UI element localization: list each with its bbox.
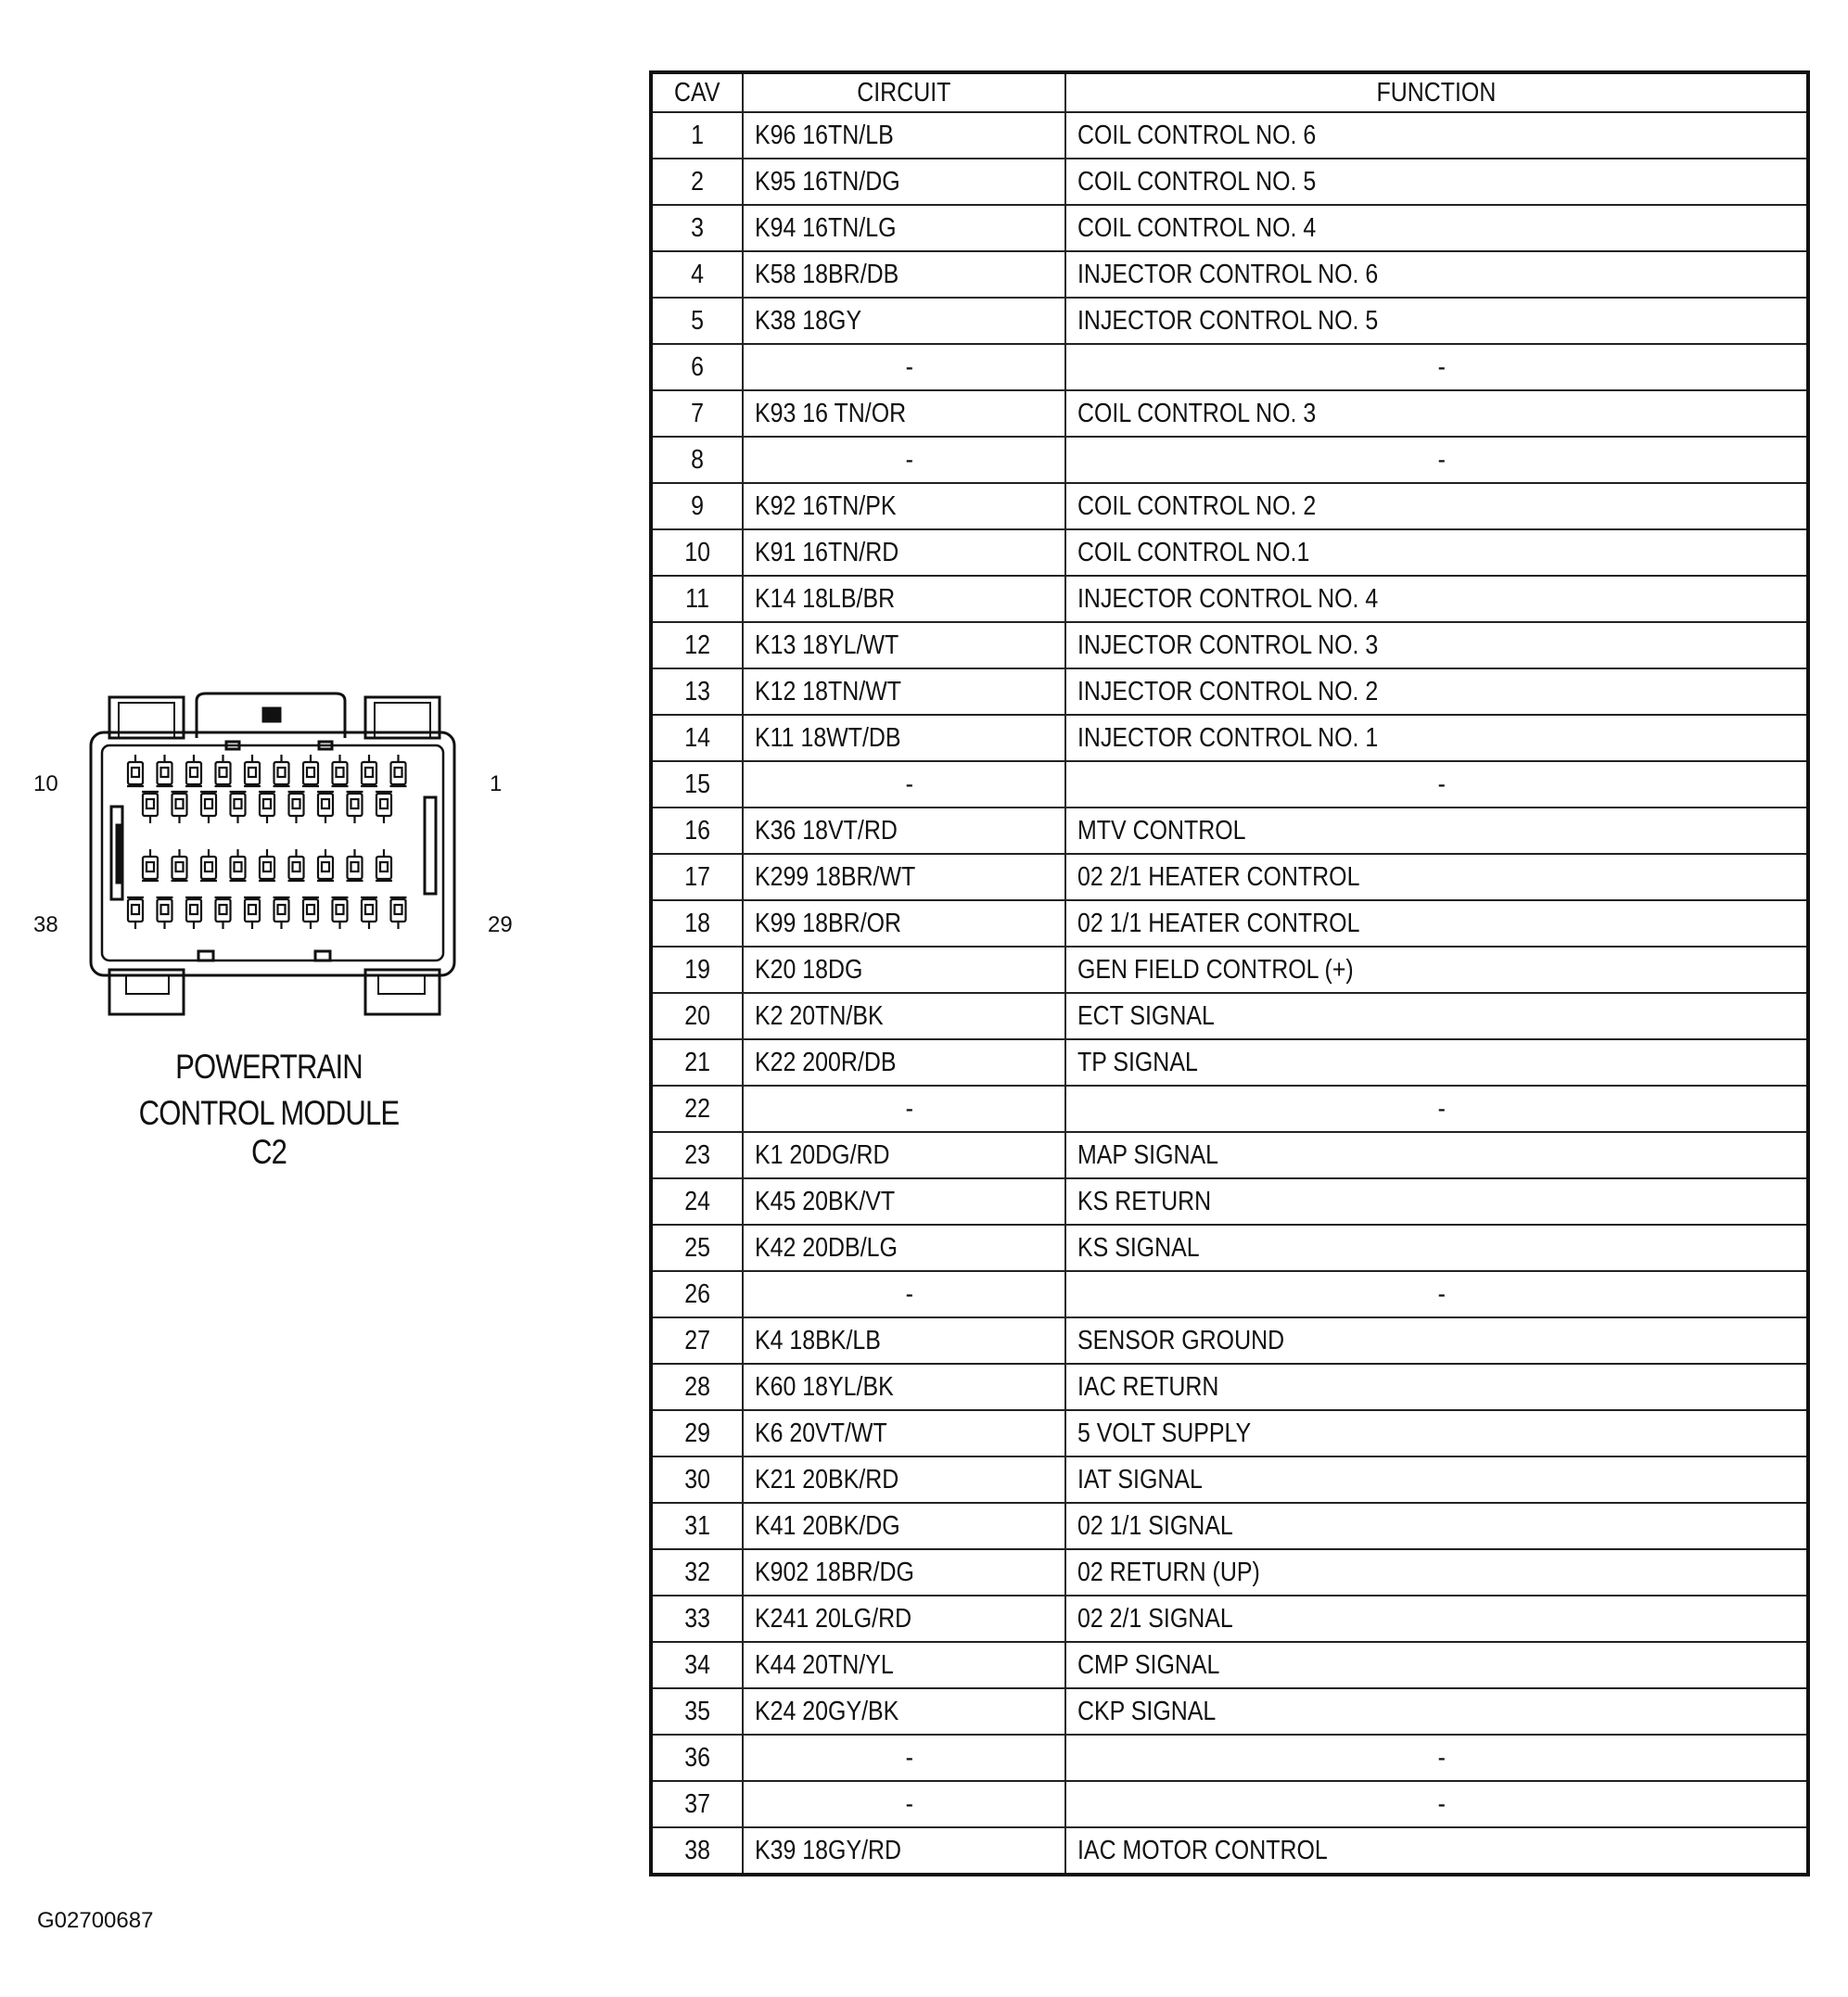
function-cell: IAC MOTOR CONTROL (1065, 1827, 1808, 1875)
cavity-terminal (274, 899, 289, 922)
cavity-terminal (391, 899, 406, 922)
cav-cell: 20 (651, 993, 743, 1039)
cav-cell: 11 (651, 576, 743, 622)
cavity-terminal (303, 762, 318, 784)
circuit-cell: K24 20GY/BK (743, 1688, 1065, 1735)
table-row (651, 1549, 1808, 1596)
function-cell: 02 RETURN (UP) (1065, 1549, 1808, 1596)
cavity-terminal (376, 857, 391, 879)
circuit-cell: - (743, 761, 1065, 808)
function-cell: INJECTOR CONTROL NO. 6 (1065, 251, 1808, 298)
table-row (651, 1317, 1808, 1364)
cavity-terminal (260, 794, 274, 816)
table-row (651, 1039, 1808, 1086)
circuit-cell: K99 18BR/OR (743, 900, 1065, 947)
circuit-cell: - (743, 1781, 1065, 1827)
cav-cell: 29 (651, 1410, 743, 1456)
cavity-terminal (186, 762, 201, 784)
function-cell: - (1065, 1086, 1808, 1132)
table-row (651, 112, 1808, 159)
cavity-terminal (303, 899, 318, 922)
function-cell: TP SIGNAL (1065, 1039, 1808, 1086)
function-cell: 02 2/1 SIGNAL (1065, 1596, 1808, 1642)
cavity-terminal (245, 899, 260, 922)
table-row (651, 437, 1808, 483)
function-cell: - (1065, 437, 1808, 483)
cavity-terminal (362, 762, 376, 784)
circuit-cell: K42 20DB/LG (743, 1225, 1065, 1271)
cavity-terminal (143, 794, 158, 816)
function-cell: CKP SIGNAL (1065, 1688, 1808, 1735)
function-cell: COIL CONTROL NO. 4 (1065, 205, 1808, 251)
cavity-terminal (333, 762, 348, 784)
cav-cell: 8 (651, 437, 743, 483)
connector-caption-line2: CONTROL MODULE C2 (138, 1094, 400, 1171)
cavity-terminal (186, 899, 201, 922)
cavity-terminal (289, 857, 304, 879)
cavity-terminal (172, 794, 187, 816)
cavity-terminal (348, 794, 363, 816)
circuit-cell: K4 18BK/LB (743, 1317, 1065, 1364)
function-cell: 02 1/1 SIGNAL (1065, 1503, 1808, 1549)
cav-cell: 5 (651, 298, 743, 344)
circuit-cell: K902 18BR/DG (743, 1549, 1065, 1596)
cav-cell: 21 (651, 1039, 743, 1086)
pin-label-bottom-left: 38 (33, 912, 58, 937)
function-cell: 02 1/1 HEATER CONTROL (1065, 900, 1808, 947)
cavity-terminal (348, 857, 363, 879)
table-row (651, 529, 1808, 576)
cavity-terminal (289, 794, 304, 816)
circuit-cell: - (743, 1271, 1065, 1317)
circuit-cell: K36 18VT/RD (743, 808, 1065, 854)
circuit-cell: - (743, 1735, 1065, 1781)
function-cell: COIL CONTROL NO. 5 (1065, 159, 1808, 205)
header-circuit: CIRCUIT (743, 72, 1065, 112)
cav-cell: 12 (651, 622, 743, 668)
circuit-cell: K241 20LG/RD (743, 1596, 1065, 1642)
function-cell: ECT SIGNAL (1065, 993, 1808, 1039)
table-row (651, 1364, 1808, 1410)
table-row (651, 483, 1808, 529)
cavity-terminal (376, 794, 391, 816)
circuit-cell: K2 20TN/BK (743, 993, 1065, 1039)
cav-cell: 35 (651, 1688, 743, 1735)
table-row (651, 761, 1808, 808)
cavity-terminal (245, 762, 260, 784)
cavity-terminal (333, 899, 348, 922)
table-header-row (651, 72, 1808, 112)
table-row (651, 1178, 1808, 1225)
function-cell: - (1065, 1271, 1808, 1317)
cavity-terminal (231, 794, 246, 816)
cav-cell: 13 (651, 668, 743, 715)
function-cell: 5 VOLT SUPPLY (1065, 1410, 1808, 1456)
table-row (651, 900, 1808, 947)
cavity-terminal (216, 899, 231, 922)
table-row (651, 1735, 1808, 1781)
circuit-cell: K6 20VT/WT (743, 1410, 1065, 1456)
cavity-terminal (216, 762, 231, 784)
cav-cell: 3 (651, 205, 743, 251)
cavity-terminal (128, 762, 143, 784)
circuit-cell: K299 18BR/WT (743, 854, 1065, 900)
cav-cell: 24 (651, 1178, 743, 1225)
function-cell: - (1065, 344, 1808, 390)
function-cell: KS SIGNAL (1065, 1225, 1808, 1271)
cav-cell: 4 (651, 251, 743, 298)
cav-cell: 33 (651, 1596, 743, 1642)
table-row (651, 298, 1808, 344)
cav-cell: 27 (651, 1317, 743, 1364)
table-row (651, 1132, 1808, 1178)
circuit-cell: K12 18TN/WT (743, 668, 1065, 715)
circuit-cell: K58 18BR/DB (743, 251, 1065, 298)
cavity-terminal (318, 857, 333, 879)
figure-id: G02700687 (37, 1908, 154, 1933)
cav-cell: 25 (651, 1225, 743, 1271)
circuit-cell: K38 18GY (743, 298, 1065, 344)
circuit-cell: K45 20BK/VT (743, 1178, 1065, 1225)
function-cell: KS RETURN (1065, 1178, 1808, 1225)
table-row (651, 1642, 1808, 1688)
table-row (651, 1271, 1808, 1317)
function-cell: INJECTOR CONTROL NO. 2 (1065, 668, 1808, 715)
cavity-terminal (391, 762, 406, 784)
cavity-terminal (231, 857, 246, 879)
circuit-cell: K95 16TN/DG (743, 159, 1065, 205)
table-row (651, 1225, 1808, 1271)
table-row (651, 1596, 1808, 1642)
cav-cell: 31 (651, 1503, 743, 1549)
connector-housing (91, 732, 454, 975)
cav-cell: 30 (651, 1456, 743, 1503)
table-row (651, 854, 1808, 900)
function-cell: - (1065, 1735, 1808, 1781)
cav-cell: 14 (651, 715, 743, 761)
function-cell: COIL CONTROL NO. 6 (1065, 112, 1808, 159)
cav-cell: 17 (651, 854, 743, 900)
cav-cell: 16 (651, 808, 743, 854)
cav-cell: 7 (651, 390, 743, 437)
cav-cell: 1 (651, 112, 743, 159)
circuit-cell: - (743, 344, 1065, 390)
table-row (651, 1688, 1808, 1735)
circuit-cell: K13 18YL/WT (743, 622, 1065, 668)
pin-label-top-right: 1 (490, 771, 503, 796)
function-cell: GEN FIELD CONTROL (+) (1065, 947, 1808, 993)
cavity-terminal (260, 857, 274, 879)
table-row (651, 1086, 1808, 1132)
cavity-terminal (158, 899, 172, 922)
table-row (651, 159, 1808, 205)
function-cell: INJECTOR CONTROL NO. 3 (1065, 622, 1808, 668)
cavity-terminal (318, 794, 333, 816)
table-row (651, 1827, 1808, 1875)
function-cell: COIL CONTROL NO.1 (1065, 529, 1808, 576)
cav-cell: 19 (651, 947, 743, 993)
circuit-cell: K14 18LB/BR (743, 576, 1065, 622)
function-cell: 02 2/1 HEATER CONTROL (1065, 854, 1808, 900)
cavity-terminal (201, 857, 216, 879)
cav-cell: 18 (651, 900, 743, 947)
cav-cell: 38 (651, 1827, 743, 1875)
pin-label-top-left: 10 (33, 771, 58, 796)
circuit-cell: K93 16 TN/OR (743, 390, 1065, 437)
circuit-cell: K11 18WT/DB (743, 715, 1065, 761)
table-row (651, 1410, 1808, 1456)
table-row (651, 668, 1808, 715)
table-row (651, 251, 1808, 298)
function-cell: INJECTOR CONTROL NO. 4 (1065, 576, 1808, 622)
table-row (651, 576, 1808, 622)
circuit-cell: K94 16TN/LG (743, 205, 1065, 251)
function-cell: MAP SIGNAL (1065, 1132, 1808, 1178)
table-row (651, 715, 1808, 761)
cav-cell: 34 (651, 1642, 743, 1688)
connector-cavities (127, 755, 407, 929)
connector-diagram (0, 0, 593, 1066)
cavity-terminal (128, 899, 143, 922)
function-cell: IAT SIGNAL (1065, 1456, 1808, 1503)
cavity-terminal (201, 794, 216, 816)
circuit-cell: K91 16TN/RD (743, 529, 1065, 576)
table-row (651, 947, 1808, 993)
table-row (651, 622, 1808, 668)
cav-cell: 22 (651, 1086, 743, 1132)
circuit-cell: K44 20TN/YL (743, 1642, 1065, 1688)
cavity-terminal (158, 762, 172, 784)
table-row (651, 390, 1808, 437)
function-cell: COIL CONTROL NO. 3 (1065, 390, 1808, 437)
circuit-cell: K41 20BK/DG (743, 1503, 1065, 1549)
circuit-cell: K20 18DG (743, 947, 1065, 993)
function-cell: COIL CONTROL NO. 2 (1065, 483, 1808, 529)
circuit-cell: K60 18YL/BK (743, 1364, 1065, 1410)
pin-label-bottom-right: 29 (488, 912, 513, 937)
cav-cell: 2 (651, 159, 743, 205)
table-row (651, 205, 1808, 251)
table-row (651, 1456, 1808, 1503)
function-cell: CMP SIGNAL (1065, 1642, 1808, 1688)
circuit-cell: K21 20BK/RD (743, 1456, 1065, 1503)
function-cell: SENSOR GROUND (1065, 1317, 1808, 1364)
function-cell: MTV CONTROL (1065, 808, 1808, 854)
function-cell: IAC RETURN (1065, 1364, 1808, 1410)
header-cav: CAV (651, 72, 743, 112)
table-row (651, 344, 1808, 390)
circuit-cell: - (743, 437, 1065, 483)
cavity-terminal (143, 857, 158, 879)
header-function: FUNCTION (1065, 72, 1808, 112)
table-row (651, 1781, 1808, 1827)
cav-cell: 28 (651, 1364, 743, 1410)
circuit-cell: K96 16TN/LB (743, 112, 1065, 159)
cav-cell: 6 (651, 344, 743, 390)
cav-cell: 23 (651, 1132, 743, 1178)
function-cell: - (1065, 761, 1808, 808)
circuit-cell: K22 200R/DB (743, 1039, 1065, 1086)
cav-cell: 15 (651, 761, 743, 808)
circuit-cell: - (743, 1086, 1065, 1132)
circuit-cell: K1 20DG/RD (743, 1132, 1065, 1178)
function-cell: INJECTOR CONTROL NO. 5 (1065, 298, 1808, 344)
circuit-cell: K92 16TN/PK (743, 483, 1065, 529)
cav-cell: 36 (651, 1735, 743, 1781)
pinout-table (649, 70, 1810, 1876)
cav-cell: 32 (651, 1549, 743, 1596)
function-cell: - (1065, 1781, 1808, 1827)
table-row (651, 1503, 1808, 1549)
function-cell: INJECTOR CONTROL NO. 1 (1065, 715, 1808, 761)
cav-cell: 26 (651, 1271, 743, 1317)
cav-cell: 9 (651, 483, 743, 529)
cavity-terminal (172, 857, 187, 879)
connector-caption-line1: POWERTRAIN (175, 1048, 363, 1086)
table-row (651, 993, 1808, 1039)
cavity-terminal (274, 762, 289, 784)
cav-cell: 37 (651, 1781, 743, 1827)
table-row (651, 808, 1808, 854)
cav-cell: 10 (651, 529, 743, 576)
circuit-cell: K39 18GY/RD (743, 1827, 1065, 1875)
cavity-terminal (362, 899, 376, 922)
